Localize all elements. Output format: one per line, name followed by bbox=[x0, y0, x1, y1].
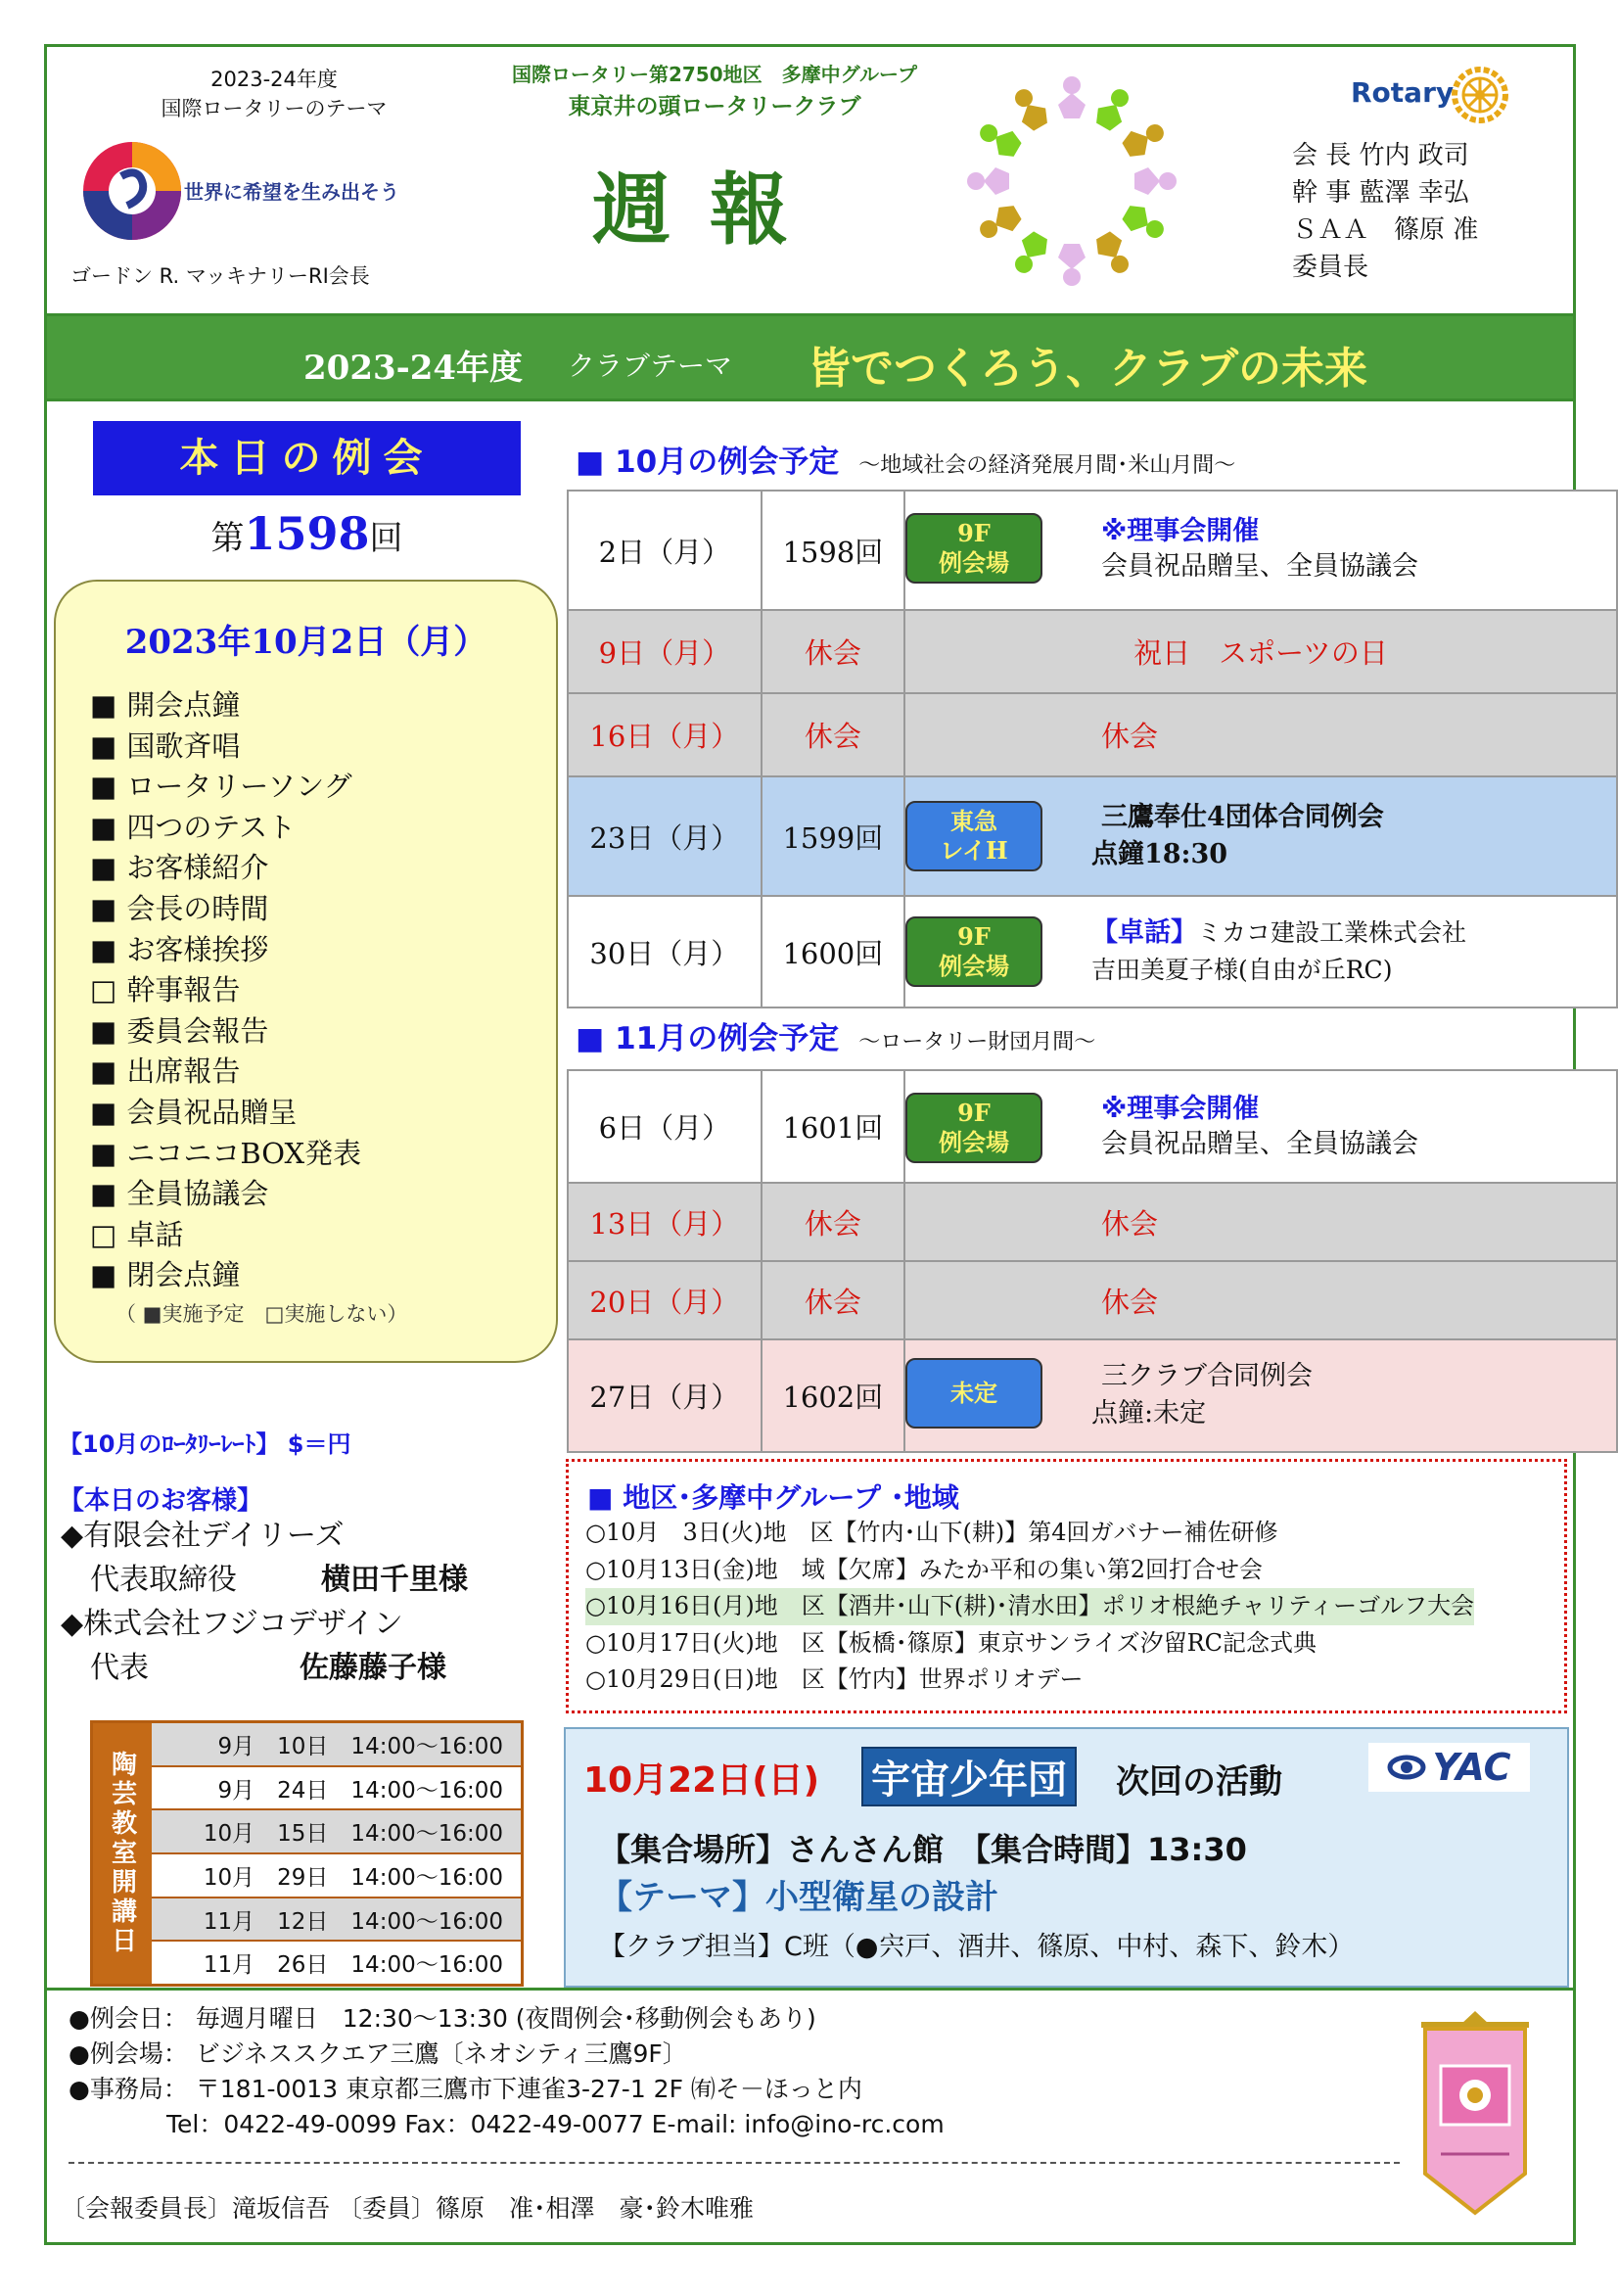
meeting-date: 2023年10月2日（月） bbox=[124, 623, 487, 662]
row-number: 1602回 bbox=[762, 1339, 904, 1452]
ri-president: ゴードン R. マッキナリーRI会長 bbox=[70, 264, 370, 288]
table-row: 9月 10日 14:00～16:00 bbox=[152, 1723, 521, 1767]
table-row bbox=[568, 1261, 1617, 1339]
row-content bbox=[904, 896, 1617, 1007]
table-row bbox=[568, 1339, 1617, 1452]
footer-dashed-line bbox=[69, 2162, 1400, 2164]
row-line1: 休会 bbox=[904, 1183, 1617, 1261]
yac-logo-text: YAC bbox=[1432, 1746, 1511, 1789]
ri-theme-label: 国際ロータリーのテーマ bbox=[161, 97, 388, 120]
row-line2: 点鐘18:30 bbox=[1090, 839, 1228, 869]
list-item bbox=[90, 726, 361, 768]
list-item bbox=[90, 970, 361, 1011]
row-number: 1599回 bbox=[762, 776, 904, 896]
table-row bbox=[568, 491, 1617, 610]
list-item-mark: ■ bbox=[90, 728, 117, 763]
table-row: 11月 26日 14:00～16:00 bbox=[203, 1952, 503, 1979]
page-title: 週報 bbox=[592, 164, 827, 256]
row-content bbox=[904, 776, 1617, 896]
row-line1: 祝日 スポーツの日 bbox=[904, 610, 1617, 693]
guest-company: ◆有限会社デイリーズ bbox=[61, 1519, 345, 1553]
list-item bbox=[90, 1215, 361, 1256]
row-date: 20日（月） bbox=[568, 1261, 762, 1339]
row-line1: ※理事会開催 bbox=[1100, 516, 1260, 546]
venue-badge: 未定 bbox=[905, 1358, 1042, 1429]
list-item bbox=[90, 889, 361, 930]
list-item bbox=[90, 808, 361, 849]
list-item-mark: ■ bbox=[90, 1054, 117, 1089]
list-item-text: ロータリーソング bbox=[126, 770, 352, 804]
row-line1: 休会 bbox=[904, 693, 1617, 776]
list-item-mark: ■ bbox=[90, 1136, 117, 1170]
row-line2: 会員祝品贈呈、全員協議会 bbox=[1100, 1129, 1418, 1159]
ri-theme-heading bbox=[147, 65, 401, 123]
people-circle-logo-icon bbox=[954, 64, 1189, 299]
guest-name: 横田千里様 bbox=[321, 1563, 468, 1597]
oct-schedule-title bbox=[576, 437, 1235, 481]
session-number bbox=[93, 507, 521, 560]
district-events-title: ■ 地区･多摩中グループ ･地域 bbox=[587, 1481, 959, 1514]
table-row bbox=[568, 896, 1617, 1007]
guests-list bbox=[61, 1514, 468, 1690]
nov-subtitle: ～ロータリー財団月間～ bbox=[858, 1030, 1096, 1054]
list-item-text: お客様紹介 bbox=[126, 851, 269, 885]
venue-badge: 9F 例会場 bbox=[905, 1093, 1042, 1163]
yac-logo bbox=[1368, 1743, 1530, 1792]
oct-subtitle: ～地域社会の経済発展月間･米山月間～ bbox=[858, 453, 1236, 478]
guest-line bbox=[61, 1514, 468, 1558]
list-item bbox=[90, 767, 361, 808]
table-row bbox=[568, 693, 1617, 776]
editors-line: 〔会報委員長〕滝坂信吾 〔委員〕篠原 准･相澤 豪･鈴木唯雅 bbox=[61, 2194, 754, 2223]
list-item-text: 出席報告 bbox=[126, 1054, 241, 1089]
nov-schedule-table bbox=[567, 1069, 1618, 1453]
session-prefix: 第 bbox=[210, 519, 245, 558]
club-pennant-icon bbox=[1402, 2007, 1549, 2223]
table-row: 9月 24日 14:00～16:00 bbox=[152, 1767, 521, 1811]
row-date: 6日（月） bbox=[568, 1070, 762, 1183]
ri-theme-text: 世界に希望を生み出そう bbox=[184, 180, 399, 204]
program-legend: （ ■実施予定 □実施しない） bbox=[116, 1302, 408, 1326]
list-item-text: 国歌斉唱 bbox=[126, 728, 241, 763]
table-row bbox=[568, 1183, 1617, 1261]
list-item-mark: ■ bbox=[90, 1013, 117, 1048]
row-content bbox=[904, 1339, 1617, 1452]
list-item bbox=[90, 848, 361, 889]
session-suffix: 回 bbox=[369, 519, 403, 558]
talk-label: 【卓話】 bbox=[1090, 917, 1197, 948]
row-date: 16日（月） bbox=[568, 693, 762, 776]
list-item-text: 閉会点鐘 bbox=[126, 1258, 241, 1292]
table-row bbox=[568, 1070, 1617, 1183]
list-item-mark: □ bbox=[90, 973, 117, 1007]
list-item-mark: ■ bbox=[90, 1177, 117, 1211]
yac-name: 宇宙少年団 bbox=[861, 1747, 1077, 1806]
club-theme-main: 皆でつくろう、クラブの未来 bbox=[808, 344, 1367, 394]
guest-line bbox=[61, 1646, 468, 1690]
list-item bbox=[90, 1134, 361, 1175]
row-content bbox=[904, 1070, 1617, 1183]
table-row bbox=[568, 610, 1617, 693]
list-item: ○10月 3日(火)地 区【竹内･山下(耕)】第4回ガバナー補佐研修 bbox=[585, 1519, 1278, 1546]
list-item-text: 会員祝品贈呈 bbox=[126, 1095, 298, 1129]
list-item bbox=[90, 930, 361, 971]
table-row bbox=[568, 776, 1617, 896]
table-row: 11月 12日 14:00～16:00 bbox=[152, 1898, 521, 1943]
list-item bbox=[90, 1174, 361, 1215]
list-item-mark: ■ bbox=[90, 1258, 117, 1292]
list-item-text: ニコニコBOX発表 bbox=[126, 1136, 362, 1170]
ri-theme-logo-icon bbox=[78, 137, 186, 245]
row-number: 1600回 bbox=[762, 896, 904, 1007]
session-number-value: 1598 bbox=[244, 507, 370, 560]
nov-schedule-title bbox=[576, 1013, 1095, 1057]
guest-role: 代表取締役 bbox=[61, 1563, 237, 1597]
row-number: 休会 bbox=[762, 610, 904, 693]
club-name: 東京井の頭ロータリークラブ bbox=[568, 94, 861, 119]
guest-line bbox=[61, 1602, 468, 1646]
list-item: ○10月16日(月)地 区【酒井･山下(耕)･清水田】ポリオ根絶チャリティーゴルフ大会 bbox=[585, 1588, 1474, 1625]
ri-year: 2023-24年度 bbox=[210, 68, 338, 91]
list-item-text: 会長の時間 bbox=[126, 891, 269, 925]
row-line1: 三鷹奉仕4団体合同例会 bbox=[1100, 802, 1384, 832]
list-item bbox=[90, 1052, 361, 1093]
guests-title: 【本日のお客様】 bbox=[59, 1486, 263, 1516]
row-date: 27日（月） bbox=[568, 1339, 762, 1452]
oct-title-text: ■ 10月の例会予定 bbox=[576, 445, 840, 480]
row-date: 30日（月） bbox=[568, 896, 762, 1007]
list-item-mark: ■ bbox=[90, 810, 117, 844]
nov-title-text: ■ 11月の例会予定 bbox=[576, 1021, 840, 1056]
row-number: 1598回 bbox=[762, 491, 904, 610]
list-item bbox=[90, 685, 361, 726]
row-date: 13日（月） bbox=[568, 1183, 762, 1261]
table-row: 10月 15日 14:00～16:00 bbox=[152, 1810, 521, 1854]
officers-list: 会 長 竹内 政司 幹 事 藍澤 幸弘 ＳＡＡ 篠原 准 委員長 bbox=[1292, 141, 1479, 282]
list-item-mark: ■ bbox=[90, 891, 117, 925]
venue-badge: 9F 例会場 bbox=[905, 916, 1042, 987]
row-line2: 会員祝品贈呈、全員協議会 bbox=[1100, 551, 1418, 582]
row-number: 休会 bbox=[762, 1183, 904, 1261]
row-number: 1601回 bbox=[762, 1070, 904, 1183]
yac-next-activity: 次回の活動 bbox=[1116, 1762, 1282, 1802]
list-item-text: お客様挨拶 bbox=[126, 932, 269, 966]
rotary-wordmark: Rotary bbox=[1351, 76, 1455, 109]
list-item: ○10月17日(火)地 区【板橋･篠原】東京サンライズ汐留RC記念式典 bbox=[585, 1628, 1318, 1657]
list-item-mark: ■ bbox=[90, 1095, 117, 1129]
footer-divider bbox=[47, 1988, 1573, 1991]
row-line1: ※理事会開催 bbox=[1100, 1094, 1260, 1124]
guest-line bbox=[61, 1558, 468, 1602]
guest-role: 代表 bbox=[61, 1651, 149, 1685]
list-item bbox=[90, 1011, 361, 1053]
list-item-text: 卓話 bbox=[126, 1217, 184, 1251]
row-line1: ミカコ建設工業株式会社 bbox=[1196, 918, 1466, 947]
list-item-text: 幹事報告 bbox=[126, 973, 241, 1007]
venue-badge: 東急 レイH bbox=[905, 801, 1042, 871]
list-item-mark: ■ bbox=[90, 851, 117, 885]
row-line1: 三クラブ合同例会 bbox=[1100, 1361, 1313, 1391]
row-number: 休会 bbox=[762, 693, 904, 776]
row-line2: 点鐘:未定 bbox=[1090, 1398, 1207, 1429]
district-events-list bbox=[585, 1515, 1474, 1699]
club-theme-label: クラブテーマ bbox=[568, 350, 733, 382]
list-item-text: 開会点鐘 bbox=[126, 688, 241, 722]
pottery-rows bbox=[152, 1723, 521, 1984]
list-item bbox=[90, 1093, 361, 1134]
yac-club-staff: 【クラブ担当】C班（●宍戸、酒井、篠原、中村、森下、鈴木） bbox=[599, 1932, 1355, 1962]
list-item-mark: ■ bbox=[90, 770, 117, 804]
row-line1: 休会 bbox=[904, 1261, 1617, 1339]
pottery-schedule bbox=[90, 1720, 524, 1987]
guest-company: ◆株式会社フジコデザイン bbox=[61, 1607, 403, 1641]
list-item-mark: □ bbox=[90, 1217, 117, 1251]
list-item-text: 委員会報告 bbox=[126, 1013, 269, 1048]
rotary-wheel-icon bbox=[1452, 67, 1508, 123]
row-date: 9日（月） bbox=[568, 610, 762, 693]
list-item-text: 四つのテスト bbox=[126, 810, 297, 844]
footer-info: ●例会日： 毎週月曜日 12:30～13:30 (夜間例会･移動例会もあり) ●例会場： ビジネススクエア三鷹〔ネオシティ三鷹9F〕 ●事務局： 〒181-0013 東京都三鷹市下連雀3-27-1 2F ㈲そ－ほっと内 Tel：0422-49-0099 Fax：0422-49-0077 E-mail: info@ino-rc.com bbox=[69, 2004, 945, 2138]
club-theme-year: 2023-24年度 bbox=[303, 349, 524, 388]
list-item-mark: ■ bbox=[90, 688, 117, 722]
list-item-text: 全員協議会 bbox=[126, 1177, 269, 1211]
list-item bbox=[90, 1255, 361, 1296]
oct-schedule-table bbox=[567, 490, 1618, 1008]
venue-badge: 9F 例会場 bbox=[905, 513, 1042, 584]
yac-orbit-icon bbox=[1387, 1748, 1426, 1787]
list-item: ○10月29日(日)地 区【竹内】世界ポリオデー bbox=[585, 1665, 1084, 1693]
district-name: 国際ロータリー第2750地区 多摩中グループ bbox=[511, 63, 918, 86]
table-row: 10月 29日 14:00～16:00 bbox=[152, 1854, 521, 1898]
yac-date: 10月22日(日) bbox=[583, 1760, 820, 1801]
yac-theme: 【テーマ】小型衛星の設計 bbox=[599, 1878, 998, 1917]
guest-name: 佐藤藤子様 bbox=[300, 1651, 446, 1685]
row-content bbox=[904, 491, 1617, 610]
row-date: 2日（月） bbox=[568, 491, 762, 610]
today-meeting-heading: 本日の例会 bbox=[93, 421, 521, 495]
yac-place-time: 【集合場所】さんさん館 【集合時間】13:30 bbox=[599, 1831, 1247, 1868]
row-date: 23日（月） bbox=[568, 776, 762, 896]
list-item-mark: ■ bbox=[90, 932, 117, 966]
list-item: ○10月13日(金)地 域【欠席】みたか平和の集い第2回打合せ会 bbox=[585, 1555, 1264, 1583]
row-number: 休会 bbox=[762, 1261, 904, 1339]
program-list bbox=[90, 685, 361, 1296]
rotary-rate: 【10月のﾛｰﾀﾘｰﾚｰﾄ】 $＝円 bbox=[59, 1430, 351, 1458]
row-line2: 吉田美夏子様(自由が丘RC) bbox=[1090, 956, 1393, 984]
pottery-label: 陶芸教室開講日 bbox=[93, 1723, 152, 1984]
